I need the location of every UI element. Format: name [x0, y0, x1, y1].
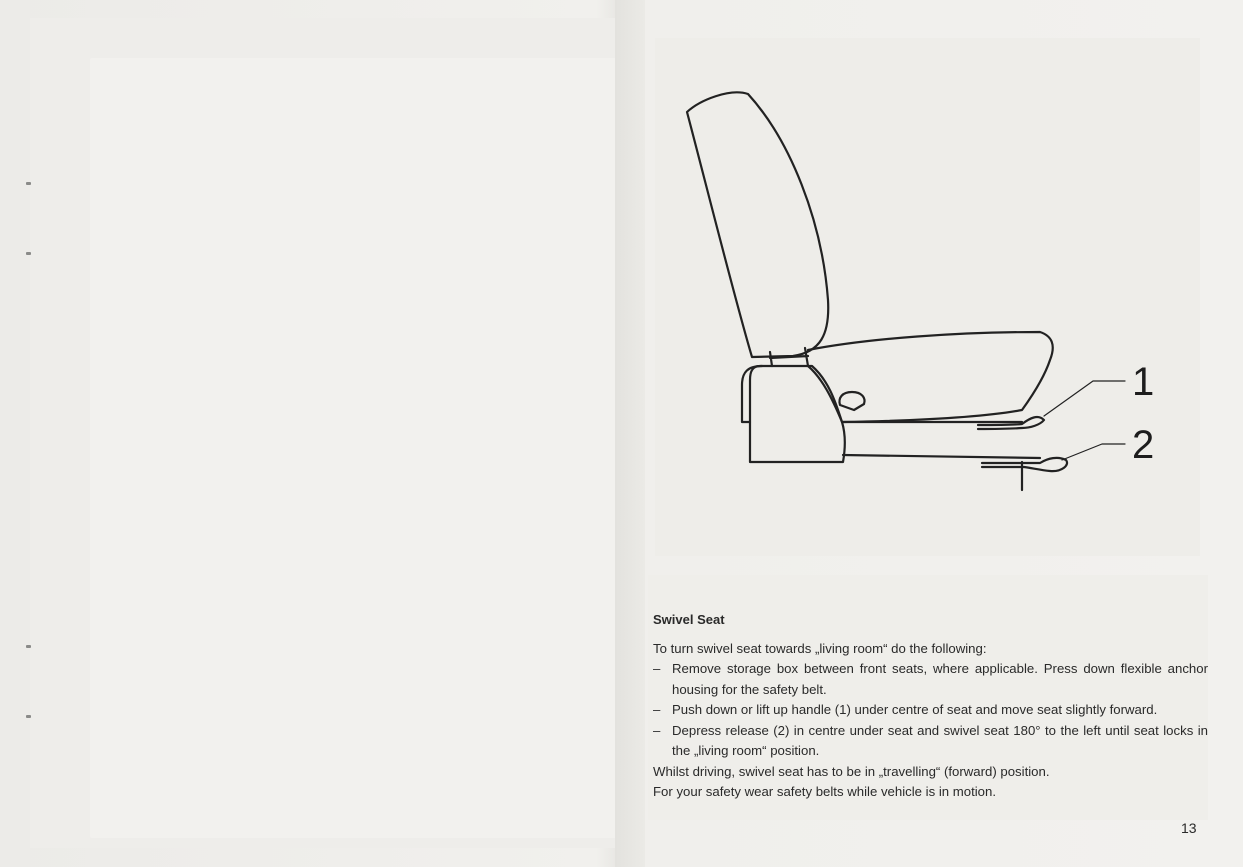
step-item: [653, 700, 1208, 721]
section-heading: Swivel Seat: [653, 612, 725, 627]
step-text: Remove storage box between front seats, where applicable. Press down flexible anchor housing for the safety belt.: [672, 661, 1208, 697]
callout-label-2: 2: [1132, 423, 1155, 467]
backrest-outline: [687, 92, 828, 357]
callout-2-leader: [1062, 444, 1125, 460]
seat-cushion-outline: [808, 332, 1053, 422]
release-knob: [840, 392, 865, 410]
intro-text: To turn swivel seat towards „living room“ do the following:: [653, 640, 987, 656]
page-number: 13: [1181, 820, 1197, 836]
seat-base-outline: [750, 366, 845, 462]
safety-note: For your safety wear safety belts while vehicle is in motion.: [653, 784, 997, 799]
rear-bracket: [742, 366, 762, 422]
callout-label-1: 1: [1132, 360, 1155, 404]
seat-hinge: [770, 348, 808, 366]
step-item: [653, 721, 1208, 762]
step-text: Push down or lift up handle (1) under centre of seat and move seat slightly forward.: [672, 702, 1158, 717]
instructions-block: [653, 610, 1208, 803]
step-marker: –: [653, 661, 661, 676]
step-text: Depress release (2) in centre under seat and swivel seat 180° to the left until seat locks in the „living room“ position.: [672, 722, 1208, 758]
travel-note: Whilst driving, swivel seat has to be in „travelling“ (forward) position.: [653, 763, 1050, 779]
step-marker: –: [653, 722, 661, 738]
callout-1-leader: [1044, 381, 1125, 416]
release-2-lever: [982, 458, 1067, 471]
lower-rail: [843, 455, 1040, 458]
step-marker: –: [653, 702, 661, 717]
step-item: [653, 659, 1208, 700]
